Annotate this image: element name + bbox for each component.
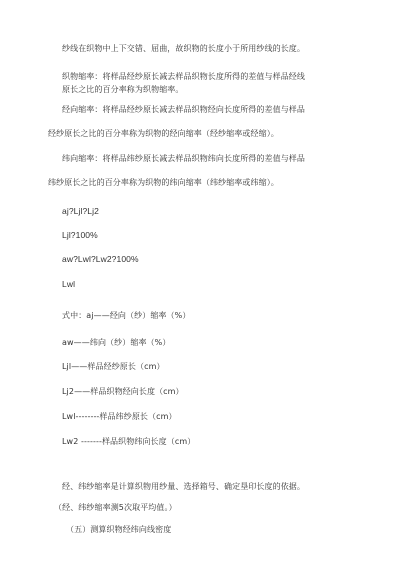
paragraph-yarn-intro: 纱线在织物中上下交错、屈曲，故织物的长度小于所用纱线的长度。 bbox=[62, 44, 305, 53]
paragraph-warp-shrinkage-line-2: 经纱原长之比的百分率称为织物的经向缩率（经纱缩率或经缩）。 bbox=[48, 129, 279, 138]
formula-warp-denominator: Ljl?100% bbox=[62, 230, 98, 240]
formula-weft-denominator: Lwl bbox=[62, 279, 76, 289]
paragraph-fabric-shrinkage-line-2: 原长之比的百分率称为织物缩率。 bbox=[62, 85, 184, 94]
formula-weft: aw?Lwl?Lw2?100% bbox=[62, 254, 139, 264]
closing-measurement-note: （经、纬纱缩率测5次取平均值。） bbox=[54, 503, 177, 512]
definition-ljl: Ljl——样品经纱原长（cm） bbox=[62, 362, 165, 371]
paragraph-weft-shrinkage-line-2: 纬纱原长之比的百分率称为织物的纬向缩率（纬纱缩率或纬缩）。 bbox=[48, 178, 279, 187]
definition-aw: aw——纬向（纱）缩率（%） bbox=[62, 338, 171, 347]
section-heading-linear-density: （五）测算织物经纬向线密度 bbox=[66, 525, 172, 534]
definition-lwl: Lwl--------样品纬纱原长（cm） bbox=[62, 412, 177, 421]
paragraph-fabric-shrinkage-line-1: 织物缩率：将样品经纱原长减去样品织物长度所得的差值与样品经线 bbox=[62, 72, 305, 81]
definition-lw2: Lw2 -------样品织物纬向长度（cm） bbox=[62, 437, 196, 446]
formula-warp-numerator: aj?Ljl?Lj2 bbox=[62, 206, 99, 216]
closing-usage-note: 经、纬纱缩率是计算织物用纱量、选择箱号、确定垦印长度的依据。 bbox=[62, 482, 305, 491]
paragraph-warp-shrinkage-line-1: 经向缩率：将样品经纱原长减去样品织物经向长度所得的差值与样品 bbox=[62, 105, 305, 114]
definition-aj: 式中：aj——经向（纱）缩率（%） bbox=[62, 311, 191, 320]
definition-lj2: Lj2——样品织物经向长度（cm） bbox=[62, 387, 184, 396]
paragraph-weft-shrinkage-line-1: 纬向缩率：将样品纬纱原长减去样品织物纬向长度所得的差值与样品 bbox=[62, 154, 305, 163]
